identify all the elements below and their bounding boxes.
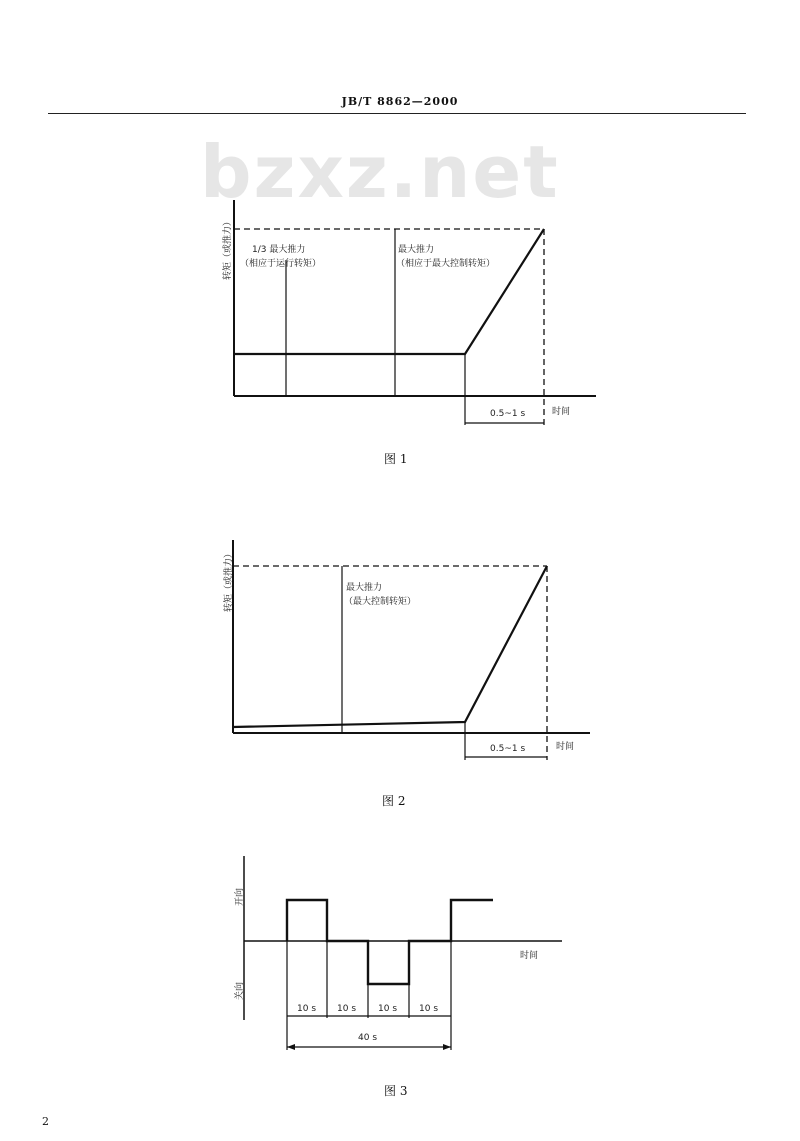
fig3-total-arrow-right: [443, 1044, 451, 1050]
fig1-annotation-a-line2: （相应于运行转矩）: [240, 259, 322, 269]
fig3-y-bottom-label: 关向: [235, 981, 245, 1000]
page-number: 2: [42, 1115, 49, 1128]
fig2-caption: 图 2: [382, 794, 406, 808]
fig3-segment-4: 10 s: [419, 1004, 439, 1014]
fig1-y-label: 转矩（或推力）: [223, 216, 233, 280]
fig3-y-top-label: 开向: [235, 887, 245, 906]
standard-number: JB/T 8862—2000: [341, 95, 459, 108]
fig1-annotation-a-line1: 1/3 最大推力: [252, 245, 306, 255]
fig3-segment-2: 10 s: [337, 1004, 357, 1014]
fig1-interval-label: 0.5~1 s: [490, 409, 526, 419]
fig1-annotation-b-line1: 最大推力: [398, 245, 435, 255]
fig2-x-label: 时间: [556, 742, 575, 752]
fig2-annotation-line1: 最大推力: [346, 583, 383, 593]
fig3-x-label: 时间: [520, 951, 539, 961]
fig3-segment-3: 10 s: [378, 1004, 398, 1014]
fig3-segment-1: 10 s: [297, 1004, 317, 1014]
watermark: bzxz.net: [200, 130, 560, 214]
fig3-signal: [287, 900, 493, 984]
fig3-total-arrow-left: [287, 1044, 295, 1050]
fig2-interval-label: 0.5~1 s: [490, 744, 526, 754]
fig3-total-label: 40 s: [358, 1033, 378, 1043]
fig1-annotation-b-line2: （相应于最大控制转矩）: [396, 259, 496, 269]
fig1-caption: 图 1: [384, 452, 408, 466]
fig2-y-label: 转矩（或推力）: [224, 548, 234, 612]
fig3-caption: 图 3: [384, 1084, 408, 1098]
fig1-x-label: 时间: [552, 407, 571, 417]
fig2-annotation-line2: （最大控制转矩）: [344, 597, 417, 607]
